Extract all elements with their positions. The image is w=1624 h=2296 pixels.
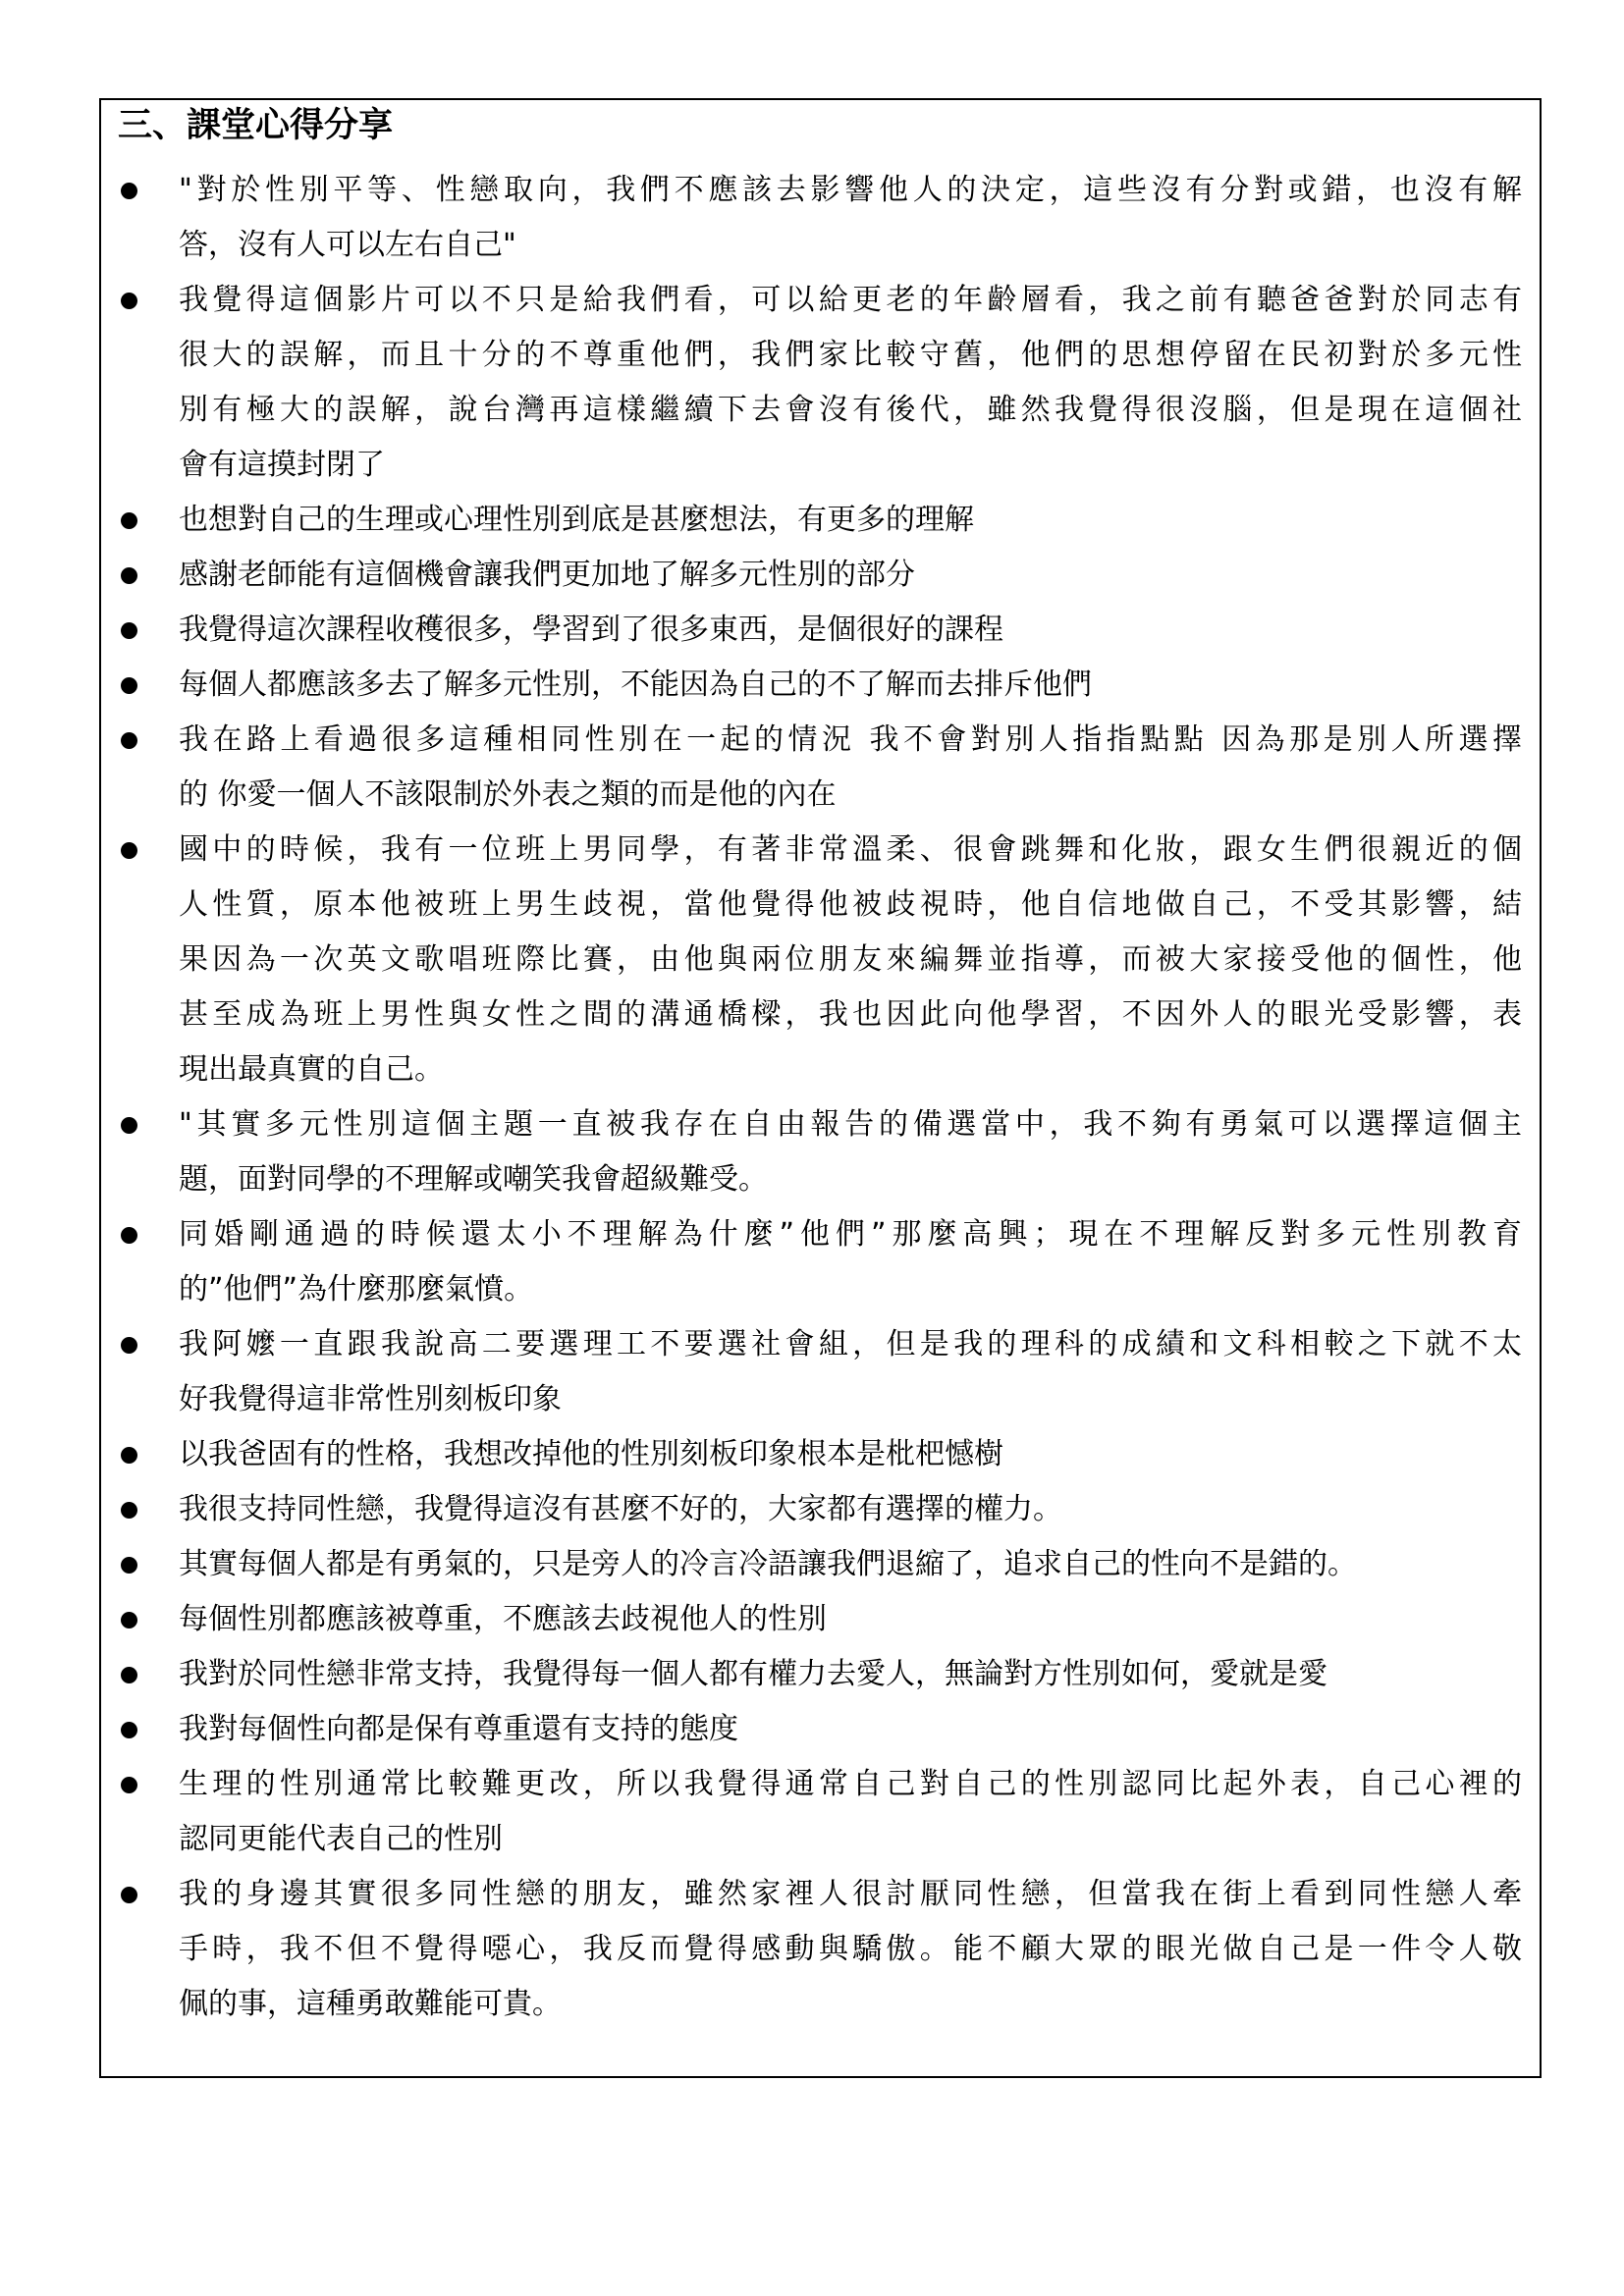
list-item (118, 713, 1522, 823)
item-text-line: 佩的事，這種勇敢難能可貴。 (179, 1987, 562, 2021)
item-text-line: 感謝老師能有這個機會讓我們更加地了解多元性別的部分 (179, 558, 915, 592)
item-text-line: 也想對自己的生理或心理性別到底是甚麼想法，有更多的理解 (179, 503, 974, 537)
bullet-list (118, 163, 1522, 2032)
list-item (118, 823, 1522, 1097)
list-item (118, 548, 1522, 603)
bullet-icon (121, 1722, 137, 1738)
bullet-icon (121, 622, 137, 639)
list-item (118, 1867, 1522, 2032)
list-item (118, 603, 1522, 658)
item-text-line: 其實每個人都是有勇氣的，只是旁人的冷言冷語讓我們退縮了，追求自己的性向不是錯的。 (179, 1547, 1357, 1581)
item-text-line: 我對於同性戀非常支持，我覺得每一個人都有權力去愛人，無論對方性別如何，愛就是愛 (179, 1657, 1327, 1691)
item-text-line: 我對每個性向都是保有尊重還有支持的態度 (179, 1712, 738, 1746)
item-text-line: 甚至成為班上男性與女性之間的溝通橋樑，我也因此向他學習，不因外人的眼光受影響，表 (179, 997, 1522, 1032)
item-text-line: 同婚剛通過的時候還太小不理解為什麼”他們”那麼高興；現在不理解反對多元性別教育 (179, 1217, 1522, 1252)
bullet-icon (121, 567, 137, 584)
item-text-line: 的 你愛一個人不該限制於外表之類的而是他的內在 (179, 777, 837, 812)
bullet-icon (121, 1117, 137, 1134)
bullet-icon (121, 1777, 137, 1793)
item-text-line: 果因為一次英文歌唱班際比賽，由他與兩位朋友來編舞並指導，而被大家接受他的個性，他 (179, 942, 1522, 977)
item-text-line: 我很支持同性戀，我覺得這沒有甚麼不好的，大家都有選擇的權力。 (179, 1492, 1062, 1526)
bullet-icon (121, 1887, 137, 1903)
list-item (118, 1097, 1522, 1207)
list-item (118, 1702, 1522, 1757)
item-text-line: 我阿嬤一直跟我說高二要選理工不要選社會組，但是我的理科的成績和文科相較之下就不太 (179, 1327, 1522, 1362)
item-text-line: 別有極大的誤解，說台灣再這樣繼續下去會沒有後代，雖然我覺得很沒腦，但是現在這個社 (179, 393, 1522, 427)
list-item (118, 1592, 1522, 1647)
bullet-icon (121, 1447, 137, 1464)
section-heading: 三、課堂心得分享 (118, 106, 394, 145)
item-text-line: 認同更能代表自己的性別 (179, 1822, 503, 1856)
bullet-icon (121, 842, 137, 859)
bullet-icon (121, 183, 137, 199)
bullet-icon (121, 1557, 137, 1574)
item-text-line: 我覺得這個影片可以不只是給我們看，可以給更老的年齡層看，我之前有聽爸爸對於同志有 (179, 283, 1522, 317)
list-item (118, 1757, 1522, 1867)
list-item (118, 1207, 1522, 1317)
list-item (118, 1427, 1522, 1482)
list-item (118, 1317, 1522, 1427)
item-text-line: "其實多元性別這個主題一直被我存在自由報告的備選當中，我不夠有勇氣可以選擇這個主 (179, 1107, 1522, 1142)
item-text-line: 每個性別都應該被尊重，不應該去歧視他人的性別 (179, 1602, 827, 1636)
list-item (118, 273, 1522, 493)
item-text-line: 我在路上看過很多這種相同性別在一起的情況 我不會對別人指指點點 因為那是別人所選擇 (179, 722, 1522, 757)
bullet-icon (121, 1502, 137, 1519)
bullet-icon (121, 293, 137, 309)
item-text-line: 的”他們”為什麼那麼氣憤。 (179, 1272, 534, 1307)
list-item (118, 1537, 1522, 1592)
item-text-line: 題，面對同學的不理解或嘲笑我會超級難受。 (179, 1162, 768, 1197)
item-text-line: 答，沒有人可以左右自己" (179, 228, 516, 262)
item-text-line: "對於性別平等、性戀取向，我們不應該去影響他人的決定，這些沒有分對或錯，也沒有解 (179, 173, 1522, 207)
item-text-line: 我的身邊其實很多同性戀的朋友，雖然家裡人很討厭同性戀，但當我在街上看到同性戀人牽 (179, 1877, 1522, 1911)
bullet-icon (121, 1227, 137, 1244)
item-text-line: 人性質，原本他被班上男生歧視，當他覺得他被歧視時，他自信地做自己，不受其影響，結 (179, 887, 1522, 922)
bullet-icon (121, 1337, 137, 1354)
item-text-line: 我覺得這次課程收穫很多，學習到了很多東西，是個很好的課程 (179, 613, 1003, 647)
bullet-icon (121, 1612, 137, 1629)
bullet-icon (121, 1667, 137, 1683)
item-text-line: 好我覺得這非常性別刻板印象 (179, 1382, 562, 1416)
list-item (118, 658, 1522, 713)
item-text-line: 很大的誤解，而且十分的不尊重他們，我們家比較守舊，他們的思想停留在民初對於多元性 (179, 338, 1522, 372)
list-item (118, 163, 1522, 273)
bullet-icon (121, 732, 137, 749)
bullet-icon (121, 677, 137, 694)
bullet-icon (121, 512, 137, 529)
list-item (118, 493, 1522, 548)
item-text-line: 會有這摸封閉了 (179, 448, 385, 482)
list-item (118, 1647, 1522, 1702)
item-text-line: 手時，我不但不覺得噁心，我反而覺得感動與驕傲。能不顧大眾的眼光做自己是一件令人敬 (179, 1932, 1522, 1966)
item-text-line: 國中的時候，我有一位班上男同學，有著非常溫柔、很會跳舞和化妝，跟女生們很親近的個 (179, 832, 1522, 867)
item-text-line: 生理的性別通常比較難更改，所以我覺得通常自己對自己的性別認同比起外表，自己心裡的 (179, 1767, 1522, 1801)
item-text-line: 現出最真實的自己。 (179, 1052, 444, 1087)
item-text-line: 以我爸固有的性格，我想改掉他的性別刻板印象根本是枇杷憾樹 (179, 1437, 1003, 1471)
item-text-line: 每個人都應該多去了解多元性別，不能因為自己的不了解而去排斥他們 (179, 667, 1092, 702)
list-item (118, 1482, 1522, 1537)
